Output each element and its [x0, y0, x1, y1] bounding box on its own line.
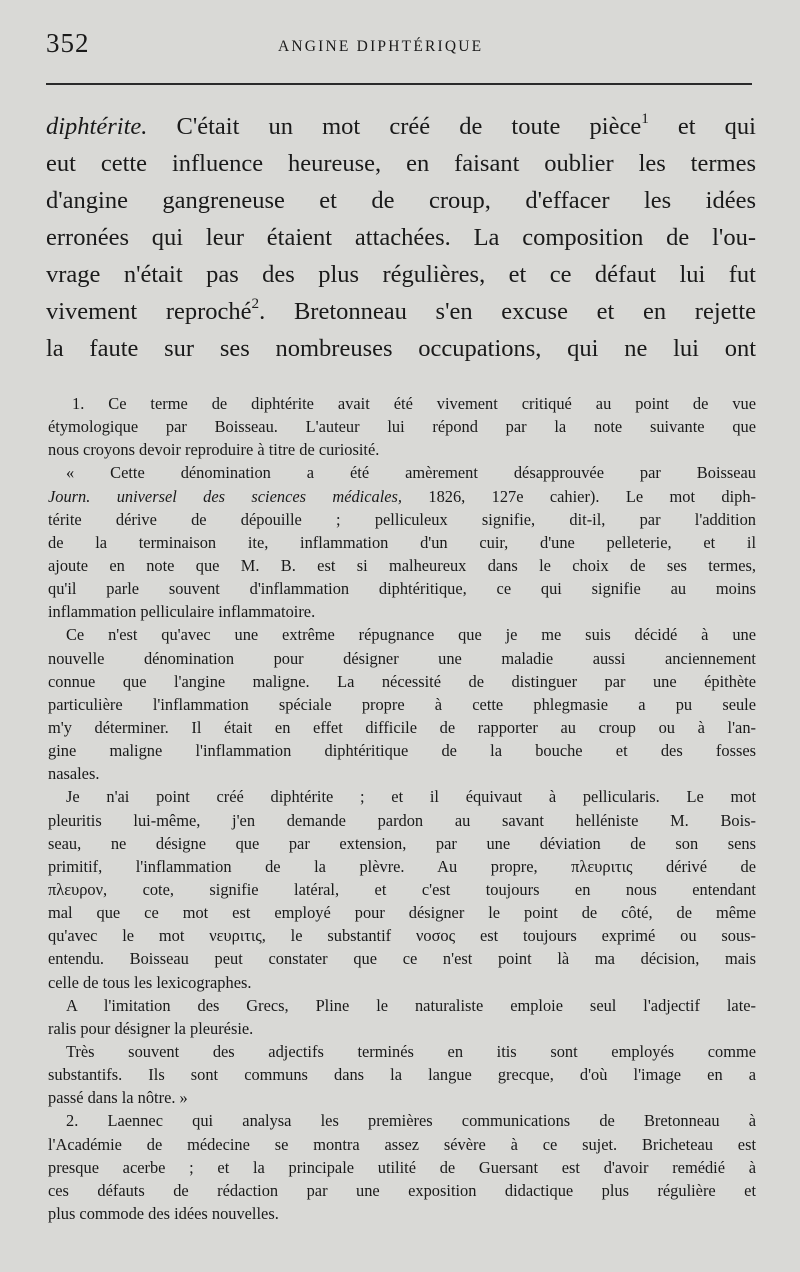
- page-number: 352: [46, 28, 90, 58]
- header-rule: [46, 83, 752, 85]
- footnote-line: πλευρον, cote, signifie latéral, et c'est toujours en nous entendant: [48, 879, 756, 899]
- body-line: [46, 108, 756, 145]
- body-text: et qui: [648, 113, 756, 140]
- footnote-line: qu'il parle souvent d'inflammation diphtéritique, ce qui signifie au moins: [48, 579, 756, 599]
- footnote-ref-2: 2: [251, 294, 260, 312]
- footnote-line: passé dans la nôtre. »: [48, 1088, 188, 1108]
- footnote-line: térite dérive de dépouille ; pelliculeux signifie, dit-il, par l'addition: [48, 509, 756, 529]
- footnote-line: primitif, l'inflammation de la plèvre. Au propre, πλευριτις dérivé de: [48, 856, 756, 876]
- body-text: vivement reproché: [46, 298, 252, 325]
- footnote-line: Ce n'est qu'avec une extrême répugnance que je me suis décidé à une: [66, 625, 756, 645]
- footnote-line: entendu. Boisseau peut constater que ce n'est point là ma décision, mais: [48, 949, 756, 969]
- footnote-line: A l'imitation des Grecs, Pline le naturaliste emploie seul l'adjectif late-: [66, 995, 756, 1015]
- journal-title: Journ. universel des sciences médicales,: [48, 486, 403, 506]
- footnote-line: ajoute en note que M. B. est si malheureux dans le choix de ses termes,: [48, 555, 756, 575]
- footnote-line: presque acerbe ; et la principale utilité de Guersant est d'avoir remédié à: [48, 1157, 756, 1177]
- footnotes: [48, 392, 756, 1225]
- footnote-line: nasales.: [48, 764, 100, 784]
- footnote-line: 2. Laennec qui analysa les premières communications de Bretonneau à: [66, 1111, 756, 1131]
- body-line: d'angine gangreneuse et de croup, d'effacer les idées: [46, 187, 756, 214]
- footnote-line: qu'avec le mot νευριτις, le substantif νοσος est toujours exprimé ou sous-: [48, 926, 756, 946]
- body-line: eut cette influence heureuse, en faisant oublier les termes: [46, 150, 756, 177]
- footnote-line: pleuritis lui-même, j'en demande pardon au savant helléniste M. Bois-: [48, 810, 756, 830]
- page-header: [46, 28, 752, 68]
- body-text: C'était un mot créé de toute pièce: [147, 113, 642, 140]
- body-line: vrage n'était pas des plus régulières, et ce défaut lui fut: [46, 261, 756, 288]
- footnote-line: nouvelle dénomination pour désigner une maladie aussi anciennement: [48, 648, 756, 668]
- footnote-line: Très souvent des adjectifs terminés en itis sont employés comme: [66, 1041, 756, 1061]
- footnote-line: plus commode des idées nouvelles.: [48, 1203, 279, 1223]
- footnote-line: substantifs. Ils sont communs dans la langue grecque, d'où l'image en a: [48, 1065, 756, 1085]
- body-line: la faute sur ses nombreuses occupations, qui ne lui ont: [46, 335, 756, 362]
- footnote-ref-1: 1: [641, 109, 649, 127]
- footnote-line: gine maligne l'inflammation diphtéritique de la bouche et des fosses: [48, 741, 756, 761]
- footnote-line: seau, ne désigne que par extension, par une déviation de son sens: [48, 833, 756, 853]
- footnote-text: 1826, 127e cahier). Le mot diph-: [402, 486, 756, 506]
- body-line: [46, 293, 756, 330]
- footnote-line: [48, 485, 756, 508]
- footnote-line: nous croyons devoir reproduire à titre de curiosité.: [48, 440, 380, 460]
- body-line: erronées qui leur étaient attachées. La composition de l'ou-: [46, 224, 756, 251]
- footnote-line: de la terminaison ite, inflammation d'un cuir, d'une pelleterie, et il: [48, 532, 756, 552]
- footnote-line: particulière l'inflammation spéciale propre à cette phlegmasie a pu seule: [48, 694, 756, 714]
- footnote-line: celle de tous les lexicographes.: [48, 972, 252, 992]
- footnote-line: « Cette dénomination a été amèrement désapprouvée par Boisseau: [66, 463, 756, 483]
- body-italic-term: diphtérite.: [46, 113, 148, 140]
- footnote-line: connue que l'angine maligne. La nécessité de distinguer par une épithète: [48, 671, 756, 691]
- footnote-line: étymologique par Boisseau. L'auteur lui répond par la note suivante que: [48, 417, 756, 437]
- footnote-line: ralis pour désigner la pleurésie.: [48, 1018, 254, 1038]
- footnote-line: mal que ce mot est employé pour désigner le point de côté, de même: [48, 903, 756, 923]
- body-text: . Bretonneau s'en excuse et en rejette: [259, 298, 757, 325]
- footnote-line: Je n'ai point créé diphtérite ; et il équivaut à pellicularis. Le mot: [66, 787, 756, 807]
- footnote-line: 1. Ce terme de diphtérite avait été vivement critiqué au point de vue: [72, 394, 756, 413]
- footnote-line: inflammation pelliculaire inflammatoire.: [48, 602, 316, 622]
- footnote-line: ces défauts de rédaction par une exposition didactique plus régulière et: [48, 1180, 756, 1200]
- footnote-line: l'Académie de médecine se montra assez sévère à ce sujet. Bricheteau est: [48, 1134, 756, 1154]
- body-paragraph: [46, 108, 756, 367]
- running-title: ANGINE DIPHTÉRIQUE: [278, 38, 484, 55]
- footnote-line: m'y déterminer. Il était en effet difficile de rapporter au croup ou à l'an-: [48, 717, 756, 737]
